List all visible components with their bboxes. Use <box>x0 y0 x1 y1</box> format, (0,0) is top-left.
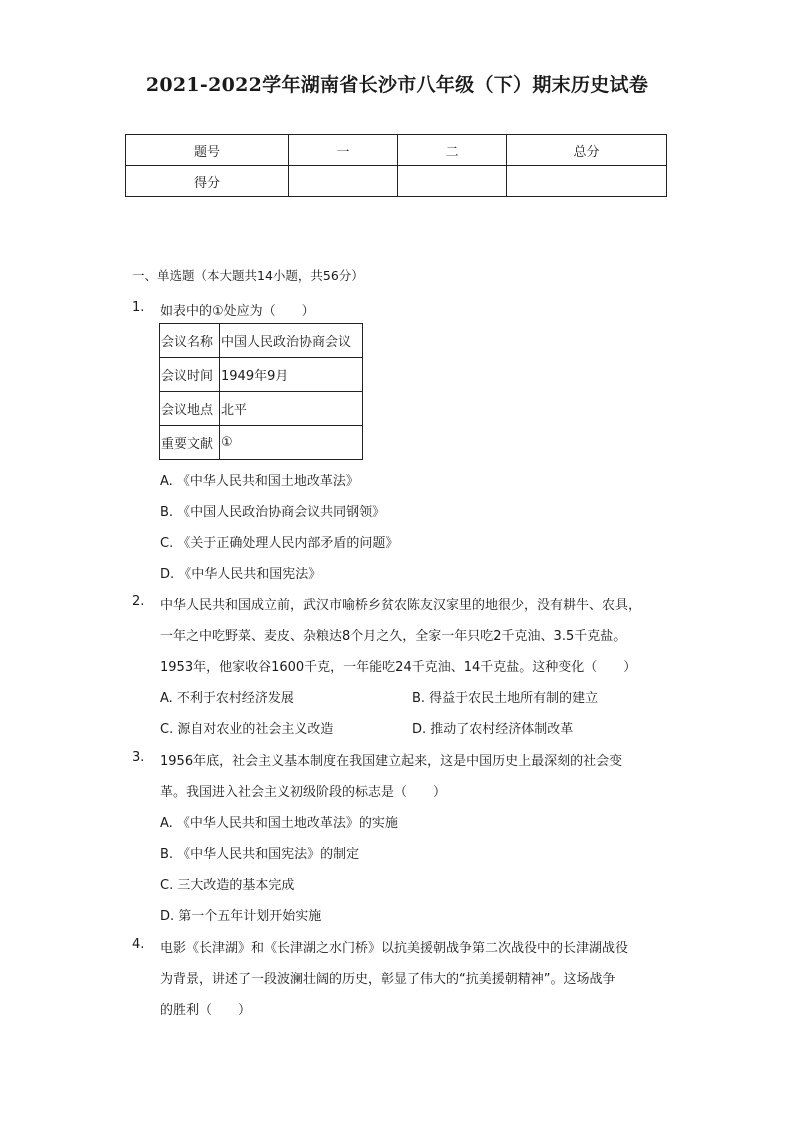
question-number: 1. <box>132 300 145 315</box>
score-header-cell: 总分 <box>507 135 667 166</box>
info-row <box>160 392 363 426</box>
info-key: 重要文献 <box>160 426 220 460</box>
question-stem-line: 的胜利（ ） <box>160 1003 252 1018</box>
question-stem: 如表中的①处应为（ ） <box>160 304 315 319</box>
score-row-label: 得分 <box>126 166 289 197</box>
question-number: 4. <box>132 937 145 952</box>
info-key: 会议名称 <box>160 324 220 358</box>
score-cell <box>398 166 507 197</box>
score-header-cell: 二 <box>398 135 507 166</box>
option-d[interactable]: D. 推动了农村经济体制改革 <box>412 722 574 737</box>
option-d[interactable]: D. 《中华人民共和国宪法》 <box>160 567 322 582</box>
option-a[interactable]: A. 不利于农村经济发展 <box>160 691 294 706</box>
score-cell <box>289 166 398 197</box>
option-b[interactable]: B. 得益于农民土地所有制的建立 <box>412 691 599 706</box>
score-cell <box>507 166 667 197</box>
question-stem-line: 1953年，他家收谷1600千克，一年能吃24千克油、14千克盐。这种变化（ ） <box>160 660 637 675</box>
question-stem-line: 1956年底，社会主义基本制度在我国建立起来，这是中国历史上最深刻的社会变 <box>160 754 623 769</box>
score-table-score-row <box>126 166 667 197</box>
info-value: 北平 <box>220 392 363 426</box>
option-c[interactable]: C. 《关于正确处理人民内部矛盾的问题》 <box>160 536 399 551</box>
info-value: 1949年9月 <box>220 358 363 392</box>
option-a[interactable]: A. 《中华人民共和国土地改革法》的实施 <box>160 816 398 831</box>
score-table-header-row <box>126 135 667 166</box>
question-stem-line: 为背景，讲述了一段波澜壮阔的历史，彰显了伟大的“抗美援朝精神”。这场战争 <box>160 972 616 987</box>
option-b[interactable]: B. 《中华人民共和国宪法》的制定 <box>160 847 360 862</box>
question-number: 2. <box>132 594 145 609</box>
info-row <box>160 324 363 358</box>
question-stem-line: 一年之中吃野菜、麦皮、杂粮达8个月之久，全家一年只吃2千克油、3.5千克盐。 <box>160 629 627 644</box>
question-stem-line: 中华人民共和国成立前，武汉市喻桥乡贫农陈友汉家里的地很少，没有耕牛、农具， <box>160 598 642 613</box>
option-d[interactable]: D. 第一个五年计划开始实施 <box>160 909 322 924</box>
info-key: 会议时间 <box>160 358 220 392</box>
option-a[interactable]: A. 《中华人民共和国土地改革法》 <box>160 474 359 489</box>
score-header-cell: 题号 <box>126 135 289 166</box>
option-c[interactable]: C. 三大改造的基本完成 <box>160 878 295 893</box>
option-c[interactable]: C. 源自对农业的社会主义改造 <box>160 722 334 737</box>
meeting-info-table <box>159 323 363 460</box>
score-header-cell: 一 <box>289 135 398 166</box>
section-heading: 一、单选题（本大题共14小题，共56分） <box>132 268 364 283</box>
question-stem-line: 革。我国进入社会主义初级阶段的标志是（ ） <box>160 785 447 800</box>
option-b[interactable]: B. 《中国人民政治协商会议共同钢领》 <box>160 505 386 520</box>
score-table <box>125 134 667 197</box>
page-title: 2021-2022学年湖南省长沙市八年级（下）期末历史试卷 <box>145 74 649 96</box>
info-row <box>160 358 363 392</box>
info-value: 中国人民政治协商会议 <box>220 324 363 358</box>
info-value: ① <box>220 426 363 460</box>
question-stem-line: 电影《长津湖》和《长津湖之水门桥》以抗美援朝战争第二次战役中的长津湖战役 <box>160 941 629 956</box>
info-key: 会议地点 <box>160 392 220 426</box>
question-number: 3. <box>132 750 145 765</box>
info-row <box>160 426 363 460</box>
